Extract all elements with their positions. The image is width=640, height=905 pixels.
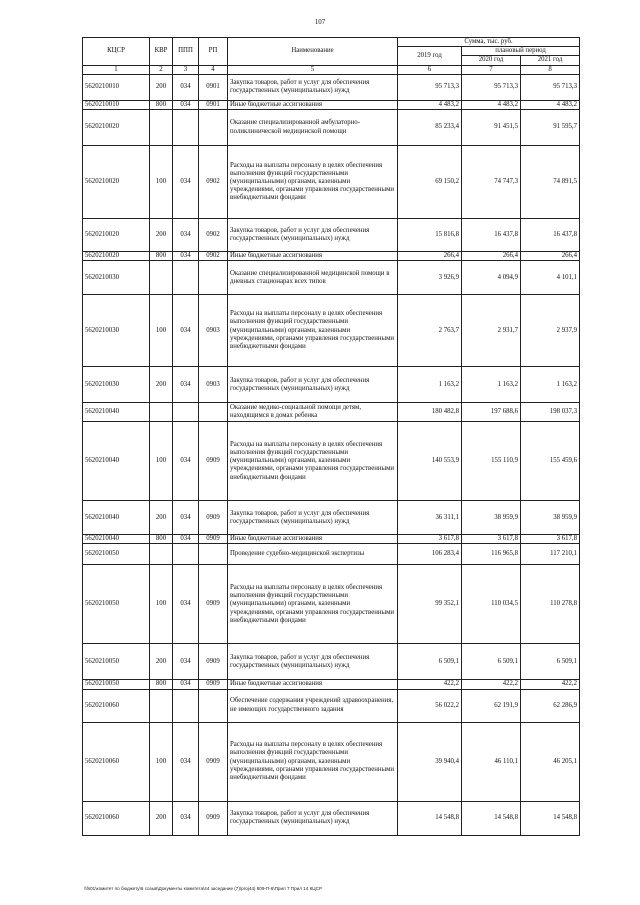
amount-2021-cell: 95 713,3	[521, 74, 580, 100]
name-cell: Расходы на выплаты персоналу в целях обеспечения выполнения функций государственными (муниципальными) органами, казенными учреждениями, органами управления государственными внебюджетными фондами	[228, 146, 398, 219]
amount-2020-cell: 266,4	[462, 252, 521, 261]
kcsr-cell: 5620210020	[83, 110, 150, 146]
amount-2020-cell: 14 548,8	[462, 801, 521, 835]
table-body	[83, 74, 580, 835]
ppp-cell: 034	[173, 422, 199, 501]
header-plan-period: плановый период	[462, 47, 580, 56]
name-cell: Оказание медико-социальной помощи детям, находящимся в домах ребенка	[228, 403, 398, 422]
ppp-cell: 034	[173, 74, 199, 100]
kvr-cell: 800	[150, 252, 173, 261]
amount-2019-cell: 3 926,9	[398, 261, 462, 295]
rp-cell: 0902	[199, 146, 228, 219]
rp-cell	[199, 689, 228, 722]
kcsr-cell: 5620210030	[83, 367, 150, 403]
ppp-cell: 034	[173, 146, 199, 219]
name-cell: Расходы на выплаты персоналу в целях обеспечения выполнения функций государственными (муниципальными) органами, казенными учреждениями, органами управления государственными внебюджетными фондами	[228, 722, 398, 801]
kcsr-cell: 5620210040	[83, 403, 150, 422]
kvr-cell: 200	[150, 801, 173, 835]
amount-2021-cell: 74 891,5	[521, 146, 580, 219]
ppp-cell	[173, 544, 199, 565]
kcsr-cell: 5620210020	[83, 252, 150, 261]
kvr-cell: 100	[150, 565, 173, 644]
column-index-row	[83, 65, 580, 74]
column-index: 4	[199, 65, 228, 74]
amount-2021-cell: 16 437,8	[521, 219, 580, 252]
name-cell: Расходы на выплаты персоналу в целях обеспечения выполнения функций государственными (муниципальными) органами, казенными учреждениями, органами управления государственными внебюджетными фондами	[228, 422, 398, 501]
table-row	[83, 146, 580, 219]
amount-2019-cell: 95 713,3	[398, 74, 462, 100]
amount-2020-cell: 3 617,8	[462, 535, 521, 544]
budget-table	[82, 37, 580, 836]
amount-2021-cell: 422,2	[521, 680, 580, 689]
table-row	[83, 544, 580, 565]
kvr-cell	[150, 110, 173, 146]
amount-2019-cell: 56 022,2	[398, 689, 462, 722]
rp-cell	[199, 544, 228, 565]
amount-2019-cell: 266,4	[398, 252, 462, 261]
header-rp: РП	[199, 38, 228, 66]
header-name: Наименование	[228, 38, 398, 66]
amount-2019-cell: 2 763,7	[398, 295, 462, 367]
rp-cell: 0909	[199, 680, 228, 689]
kcsr-cell: 5620210010	[83, 74, 150, 100]
name-cell: Иные бюджетные ассигнования	[228, 680, 398, 689]
name-cell: Оказание специализированной амбулаторно-поликлинической медицинской помощи	[228, 110, 398, 146]
amount-2021-cell: 6 509,1	[521, 644, 580, 680]
header-sum: Сумма, тыс. руб.	[398, 38, 580, 47]
table-row	[83, 801, 580, 835]
table-row	[83, 680, 580, 689]
table-row	[83, 295, 580, 367]
column-index: 1	[83, 65, 150, 74]
kvr-cell: 200	[150, 501, 173, 535]
ppp-cell: 034	[173, 219, 199, 252]
table-row	[83, 403, 580, 422]
amount-2019-cell: 99 352,1	[398, 565, 462, 644]
amount-2020-cell: 46 110,1	[462, 722, 521, 801]
kvr-cell: 200	[150, 367, 173, 403]
amount-2020-cell: 91 451,5	[462, 110, 521, 146]
ppp-cell	[173, 261, 199, 295]
ppp-cell: 034	[173, 565, 199, 644]
column-index: 3	[173, 65, 199, 74]
header-kcsr: КЦСР	[83, 38, 150, 66]
amount-2019-cell: 4 483,2	[398, 100, 462, 109]
rp-cell: 0909	[199, 501, 228, 535]
name-cell: Расходы на выплаты персоналу в целях обеспечения выполнения функций государственными (муниципальными) органами, казенными учреждениями, органами управления государственными внебюджетными фондами	[228, 565, 398, 644]
header-2019: 2019 год	[398, 47, 462, 65]
amount-2020-cell: 197 688,6	[462, 403, 521, 422]
header-2020: 2020 год	[462, 56, 521, 65]
table-header	[83, 38, 580, 75]
table-row	[83, 644, 580, 680]
ppp-cell: 034	[173, 801, 199, 835]
table-row	[83, 100, 580, 109]
kvr-cell: 100	[150, 295, 173, 367]
kcsr-cell: 5620210020	[83, 146, 150, 219]
amount-2021-cell: 155 459,6	[521, 422, 580, 501]
table-row	[83, 565, 580, 644]
amount-2021-cell: 266,4	[521, 252, 580, 261]
table-row	[83, 722, 580, 801]
rp-cell: 0909	[199, 422, 228, 501]
kcsr-cell: 5620210050	[83, 544, 150, 565]
table-row	[83, 535, 580, 544]
rp-cell: 0909	[199, 801, 228, 835]
ppp-cell: 034	[173, 680, 199, 689]
ppp-cell	[173, 403, 199, 422]
name-cell: Иные бюджетные ассигнования	[228, 252, 398, 261]
ppp-cell: 034	[173, 644, 199, 680]
name-cell: Закупка товаров, работ и услуг для обеспечения государственных (муниципальных) нужд	[228, 74, 398, 100]
name-cell: Закупка товаров, работ и услуг для обеспечения государственных (муниципальных) нужд	[228, 367, 398, 403]
header-kvr: КВР	[150, 38, 173, 66]
ppp-cell	[173, 110, 199, 146]
table-row	[83, 367, 580, 403]
ppp-cell: 034	[173, 295, 199, 367]
amount-2021-cell: 62 286,9	[521, 689, 580, 722]
amount-2021-cell: 14 548,8	[521, 801, 580, 835]
rp-cell	[199, 110, 228, 146]
amount-2020-cell: 62 191,9	[462, 689, 521, 722]
rp-cell: 0901	[199, 74, 228, 100]
kvr-cell: 200	[150, 644, 173, 680]
kvr-cell: 800	[150, 535, 173, 544]
rp-cell: 0901	[199, 100, 228, 109]
amount-2020-cell: 1 163,2	[462, 367, 521, 403]
rp-cell: 0909	[199, 722, 228, 801]
amount-2020-cell: 155 110,9	[462, 422, 521, 501]
column-index: 8	[521, 65, 580, 74]
ppp-cell: 034	[173, 722, 199, 801]
amount-2019-cell: 180 482,8	[398, 403, 462, 422]
amount-2019-cell: 14 548,8	[398, 801, 462, 835]
table-row	[83, 261, 580, 295]
header-2021: 2021 год	[521, 56, 580, 65]
table-row	[83, 422, 580, 501]
amount-2020-cell: 74 747,3	[462, 146, 521, 219]
amount-2020-cell: 6 509,1	[462, 644, 521, 680]
name-cell: Закупка товаров, работ и услуг для обеспечения государственных (муниципальных) нужд	[228, 801, 398, 835]
column-index: 6	[398, 65, 462, 74]
name-cell: Иные бюджетные ассигнования	[228, 535, 398, 544]
amount-2019-cell: 36 311,1	[398, 501, 462, 535]
amount-2021-cell: 110 278,8	[521, 565, 580, 644]
table-row	[83, 219, 580, 252]
column-index: 5	[228, 65, 398, 74]
table-row	[83, 74, 580, 100]
file-path-footer: \\fs01\комитет по бюджету\6 созыв\Документы комитета\44 заседание (7)\proj44) 809-П-6\Прил 7 Прил 14 КЦСР	[84, 886, 323, 891]
page-number: 107	[314, 18, 326, 26]
ppp-cell: 034	[173, 501, 199, 535]
ppp-cell: 034	[173, 100, 199, 109]
kvr-cell: 100	[150, 722, 173, 801]
kcsr-cell: 5620210060	[83, 722, 150, 801]
kcsr-cell: 5620210060	[83, 689, 150, 722]
name-cell: Оказание специализированной медицинской помощи в дневных стационарах всех типов	[228, 261, 398, 295]
name-cell: Проведение судебно-медицинской экспертизы	[228, 544, 398, 565]
amount-2021-cell: 91 595,7	[521, 110, 580, 146]
amount-2020-cell: 2 931,7	[462, 295, 521, 367]
column-index: 7	[462, 65, 521, 74]
kvr-cell: 800	[150, 680, 173, 689]
kvr-cell: 200	[150, 74, 173, 100]
kvr-cell: 100	[150, 422, 173, 501]
table-row	[83, 252, 580, 261]
kcsr-cell: 5620210050	[83, 644, 150, 680]
amount-2019-cell: 422,2	[398, 680, 462, 689]
kvr-cell	[150, 261, 173, 295]
amount-2020-cell: 16 437,8	[462, 219, 521, 252]
kcsr-cell: 5620210060	[83, 801, 150, 835]
kvr-cell	[150, 403, 173, 422]
amount-2020-cell: 422,2	[462, 680, 521, 689]
name-cell: Расходы на выплаты персоналу в целях обеспечения выполнения функций государственными (муниципальными) органами, казенными учреждениями, органами управления государственными внебюджетными фондами	[228, 295, 398, 367]
rp-cell	[199, 261, 228, 295]
header-ppp: ППП	[173, 38, 199, 66]
amount-2021-cell: 1 163,2	[521, 367, 580, 403]
rp-cell	[199, 403, 228, 422]
kcsr-cell: 5620210030	[83, 261, 150, 295]
kcsr-cell: 5620210030	[83, 295, 150, 367]
kcsr-cell: 5620210050	[83, 565, 150, 644]
amount-2019-cell: 106 283,4	[398, 544, 462, 565]
ppp-cell: 034	[173, 252, 199, 261]
amount-2019-cell: 3 617,8	[398, 535, 462, 544]
amount-2020-cell: 110 034,5	[462, 565, 521, 644]
name-cell: Закупка товаров, работ и услуг для обеспечения государственных (муниципальных) нужд	[228, 644, 398, 680]
amount-2020-cell: 4 483,2	[462, 100, 521, 109]
amount-2020-cell: 95 713,3	[462, 74, 521, 100]
name-cell: Иные бюджетные ассигнования	[228, 100, 398, 109]
kcsr-cell: 5620210040	[83, 422, 150, 501]
kcsr-cell: 5620210010	[83, 100, 150, 109]
amount-2021-cell: 3 617,8	[521, 535, 580, 544]
column-index: 2	[150, 65, 173, 74]
rp-cell: 0903	[199, 295, 228, 367]
kcsr-cell: 5620210040	[83, 501, 150, 535]
amount-2021-cell: 4 101,1	[521, 261, 580, 295]
amount-2020-cell: 4 094,9	[462, 261, 521, 295]
amount-2019-cell: 140 553,9	[398, 422, 462, 501]
rp-cell: 0902	[199, 219, 228, 252]
name-cell: Обеспечение содержания учреждений здравоохранения, не имеющих государственного задания	[228, 689, 398, 722]
ppp-cell	[173, 689, 199, 722]
ppp-cell: 034	[173, 535, 199, 544]
ppp-cell: 034	[173, 367, 199, 403]
kcsr-cell: 5620210040	[83, 535, 150, 544]
amount-2019-cell: 85 233,4	[398, 110, 462, 146]
amount-2020-cell: 116 965,8	[462, 544, 521, 565]
amount-2021-cell: 117 210,1	[521, 544, 580, 565]
kvr-cell: 200	[150, 219, 173, 252]
rp-cell: 0909	[199, 535, 228, 544]
name-cell: Закупка товаров, работ и услуг для обеспечения государственных (муниципальных) нужд	[228, 219, 398, 252]
amount-2019-cell: 69 150,2	[398, 146, 462, 219]
amount-2019-cell: 6 509,1	[398, 644, 462, 680]
table-row	[83, 110, 580, 146]
table-row	[83, 501, 580, 535]
amount-2021-cell: 4 483,2	[521, 100, 580, 109]
amount-2019-cell: 15 816,8	[398, 219, 462, 252]
amount-2021-cell: 2 937,9	[521, 295, 580, 367]
rp-cell: 0902	[199, 252, 228, 261]
amount-2019-cell: 1 163,2	[398, 367, 462, 403]
rp-cell: 0909	[199, 565, 228, 644]
kvr-cell	[150, 689, 173, 722]
amount-2021-cell: 46 205,1	[521, 722, 580, 801]
amount-2021-cell: 38 959,9	[521, 501, 580, 535]
kcsr-cell: 5620210050	[83, 680, 150, 689]
table-row	[83, 689, 580, 722]
amount-2019-cell: 39 940,4	[398, 722, 462, 801]
kcsr-cell: 5620210020	[83, 219, 150, 252]
rp-cell: 0909	[199, 644, 228, 680]
rp-cell: 0903	[199, 367, 228, 403]
kvr-cell: 100	[150, 146, 173, 219]
kvr-cell: 800	[150, 100, 173, 109]
amount-2021-cell: 198 037,3	[521, 403, 580, 422]
amount-2020-cell: 38 959,9	[462, 501, 521, 535]
name-cell: Закупка товаров, работ и услуг для обеспечения государственных (муниципальных) нужд	[228, 501, 398, 535]
kvr-cell	[150, 544, 173, 565]
